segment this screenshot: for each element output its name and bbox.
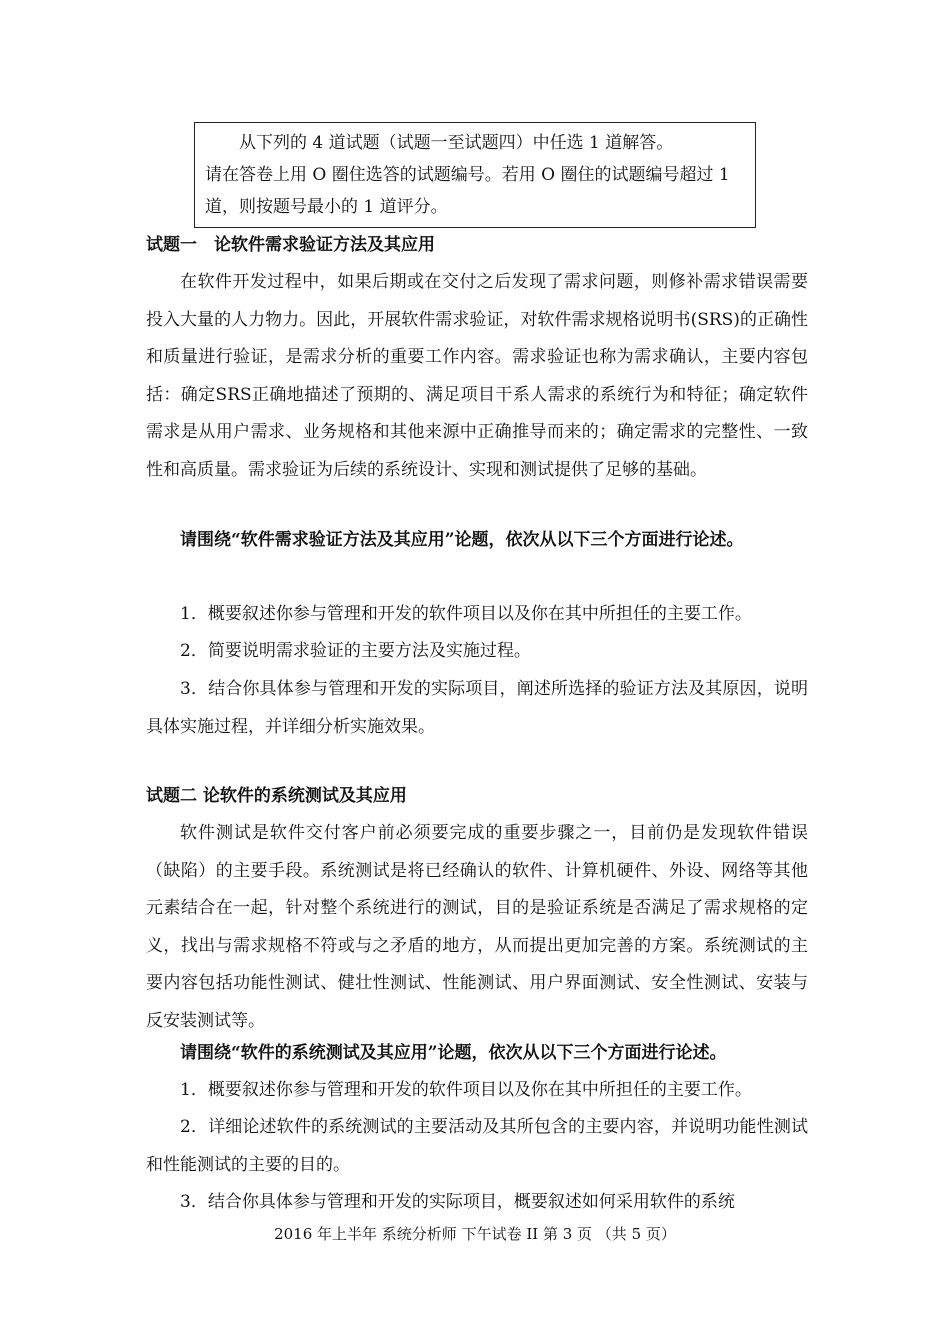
- question-1-item-3: 3．结合你具体参与管理和开发的实际项目，阐述所选择的验证方法及其原因，说明具体实施过程，并详细分析实施效果。: [146, 679, 808, 737]
- question-1-prompt: 请围绕“软件需求验证方法及其应用”论题，依次从以下三个方面进行论述。: [180, 530, 744, 550]
- question-1-title: 试题一 论软件需求验证方法及其应用: [146, 235, 435, 255]
- instruction-line-1: 从下列的 4 道试题（试题一至试题四）中任选 1 道解答。: [239, 133, 674, 153]
- question-2-item-3: 3．结合你具体参与管理和开发的实际项目，概要叙述如何采用软件的系统: [180, 1192, 735, 1212]
- question-1-item-1: 1．概要叙述你参与管理和开发的软件项目以及你在其中所担任的主要工作。: [180, 604, 752, 624]
- question-2-item-2: 2．详细论述软件的系统测试的主要活动及其所包含的主要内容，并说明功能性测试和性能测试的主要的目的。: [146, 1117, 808, 1175]
- question-2-item-1: 1．概要叙述你参与管理和开发的软件项目以及你在其中所担任的主要工作。: [180, 1080, 752, 1100]
- page-footer: 2016 年上半年 系统分析师 下午试卷 II 第 3 页 （共 5 页）: [274, 1225, 676, 1243]
- question-1-item-2: 2．简要说明需求验证的主要方法及实施过程。: [180, 641, 531, 661]
- question-2-body: 软件测试是软件交付客户前必须要完成的重要步骤之一，目前仍是发现软件错误（缺陷）的主要手段。系统测试是将已经确认的软件、计算机硬件、外设、网络等其他元素结合在一起，针对整个系统进行的测试，目的是验证系统是否满足了需求规格的定义，找出与需求规格不符或与之矛盾的地方，从而提出更加完善的方案。系统测试的主要内容包括功能性测试、健壮性测试、性能测试、用户界面测试、安全性测试、安装与反安装测试等。: [146, 823, 808, 1031]
- question-1-body: 在软件开发过程中，如果后期或在交付之后发现了需求问题，则修补需求错误需要投入大量的人力物力。因此，开展软件需求验证，对软件需求规格说明书(SRS)的正确性和质量进行验证，是需求分析的重要工作内容。需求验证也称为需求确认，主要内容包括：确定SRS正确地描述了预期的、满足项目干系人需求的系统行为和特征；确定软件需求是从用户需求、业务规格和其他来源中正确推导而来的；确定需求的完整性、一致性和高质量。需求验证为后续的系统设计、实现和测试提供了足够的基础。: [146, 272, 808, 480]
- question-2-prompt: 请围绕“软件的系统测试及其应用”论题，依次从以下三个方面进行论述。: [180, 1043, 727, 1063]
- instruction-line-2: 请在答卷上用 O 圈住选答的试题编号。若用 O 圈住的试题编号超过 1 道，则按题号最小的 1 道评分。: [205, 165, 730, 217]
- question-2-title: 试题二 论软件的系统测试及其应用: [146, 786, 407, 806]
- instruction-box: [194, 122, 756, 228]
